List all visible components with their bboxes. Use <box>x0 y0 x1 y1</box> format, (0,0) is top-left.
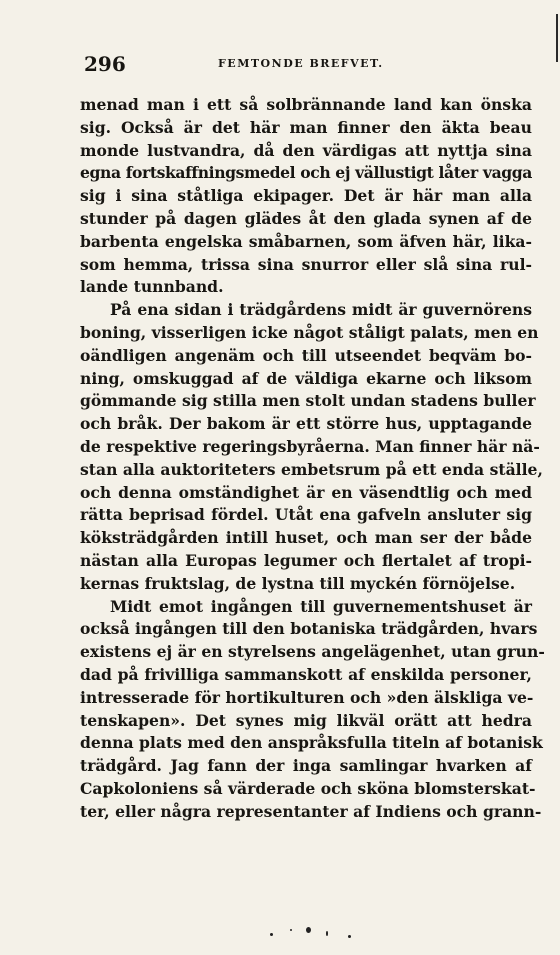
text-line: oändligen angenäm och till utseendet beqväm bo- <box>80 345 532 365</box>
running-head: FEMTONDE BREFVET. <box>218 57 384 70</box>
text-line: trädgård. Jag fann der inga samlingar hvarken af <box>80 756 532 776</box>
text-line: ter, eller några representanter af Indiens och grann- <box>80 801 542 821</box>
text-line: denna plats med den anspråksfulla titeln af botanisk <box>80 733 543 753</box>
text-line: dad på frivilliga sammanskott af enskilda personer, <box>80 664 532 684</box>
text-line: stunder på dagen glädes åt den glada synen af de <box>80 208 532 228</box>
margin-mark <box>556 14 558 62</box>
page-header <box>84 52 532 76</box>
ink-specks <box>250 925 360 945</box>
text-line: egna fortskaffningsmedel och ej vällustigt låter vagga <box>80 163 532 183</box>
text-line: monde lustvandra, då den värdigas att nyttja sina <box>80 140 532 160</box>
text-line: sig. Också är det här man finner den äkta beau <box>80 117 532 137</box>
text-line: ning, omskuggad af de väldiga ekarne och liksom <box>80 368 532 388</box>
text-line: gömmande sig stilla men stolt undan stadens buller <box>80 391 536 411</box>
text-line: kernas fruktslag, de lystna till myckén förnöjelse. <box>80 573 516 593</box>
text-line: som hemma, trissa sina snurror eller slå sina rul- <box>80 254 532 274</box>
text-line: rätta beprisad fördel. Utåt ena gafveln ansluter sig <box>80 505 532 525</box>
text-line: På ena sidan i trädgårdens midt är guvernörens <box>110 300 532 320</box>
text-line: och denna omständighet är en väsendtlig och med <box>80 482 532 502</box>
body-text <box>80 94 545 824</box>
ink-speck <box>290 929 292 931</box>
text-line: Midt emot ingången till guvernementshuset är <box>110 596 532 616</box>
text-line: existens ej är en styrelsens angelägenhet, utan grun- <box>80 642 545 662</box>
ink-speck <box>270 933 273 936</box>
text-line: nästan alla Europas legumer och flertalet af tropi- <box>80 550 532 570</box>
ink-speck <box>326 931 328 936</box>
text-line: stan alla auktoriteters embetsrum på ett enda ställe, <box>80 459 543 479</box>
text-line: boning, visserligen icke något ståligt palats, men en <box>80 322 539 342</box>
text-line: och bråk. Der bakom är ett större hus, upptagande <box>80 414 532 434</box>
text-line: menad man i ett så solbrännande land kan önska <box>80 95 532 114</box>
ink-speck <box>348 935 351 938</box>
text-line: också ingången till den botaniska trädgården, hvars <box>80 619 538 639</box>
ink-speck <box>306 927 311 933</box>
text-line: barbenta engelska småbarnen, som äfven här, lika- <box>80 231 532 251</box>
text-line: köksträdgården intill huset, och man ser der både <box>80 528 532 548</box>
text-line: intresserade för hortikulturen och »den älskliga ve- <box>80 687 534 707</box>
text-line: lande tunnband. <box>80 277 224 297</box>
text-line: tenskapen». Det synes mig likväl orätt att hedra <box>80 710 532 730</box>
text-line: sig i sina ståtliga ekipager. Det är här man alla <box>80 186 532 206</box>
text-line: Capkoloniens så värderade och sköna blomsterskat- <box>80 778 536 798</box>
text-line: de respektive regeringsbyråerna. Man finner här nä- <box>80 436 540 456</box>
page-number: 296 <box>84 52 126 76</box>
